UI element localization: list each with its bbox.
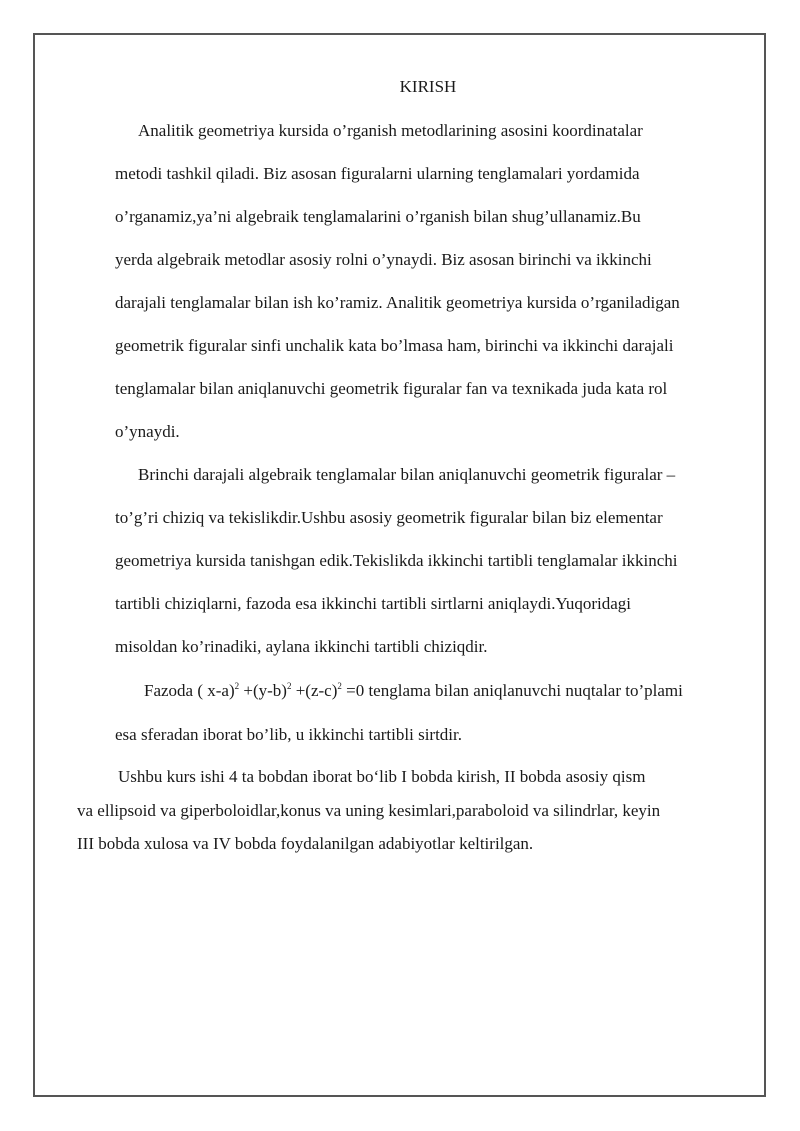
paragraph-1-line-6: geometrik figuralar sinfi unchalik kata bo’lmasa ham, birinchi va ikkinchi darajali bbox=[115, 336, 674, 355]
paragraph-1-line-5: darajali tenglamalar bilan ish ko’ramiz. Analitik geometriya kursida o’rganiladigan bbox=[115, 293, 680, 312]
paragraph-4-line-3: III bobda xulosa va IV bobda foydalanilgan adabiyotlar keltirilgan. bbox=[77, 834, 534, 853]
paragraph-4-line-1: Ushbu kurs ishi 4 ta bobdan iborat bo‘lib I bobda kirish, II bobda asosiy qism bbox=[118, 767, 646, 786]
paragraph-2-line-4: tartibli chiziqlarni, fazoda esa ikkinchi tartibli sirtlarni aniqlaydi.Yuqoridagi bbox=[115, 594, 631, 613]
equation-suffix: =0 tenglama bilan aniqlanuvchi nuqtalar to’plami bbox=[341, 681, 683, 700]
paragraph-1-line-7: tenglamalar bilan aniqlanuvchi geometrik figuralar fan va texnikada juda kata rol bbox=[115, 379, 668, 398]
exponent-1: 2 bbox=[234, 681, 240, 691]
paragraph-4-line-2: va ellipsoid va giperboloidlar,konus va uning kesimlari,paraboloid va silindrlar, keyin bbox=[77, 801, 661, 820]
equation-term-3: +(z-c) bbox=[291, 681, 338, 700]
equation-term-2: +(y-b) bbox=[239, 681, 287, 700]
paragraph-1-line-3: o’rganamiz,ya’ni algebraik tenglamalarini o’rganish bilan shug’ullanamiz.Bu bbox=[115, 207, 641, 226]
paragraph-3-line-2: esa sferadan iborat bo’lib, u ikkinchi tartibli sirtdir. bbox=[115, 725, 462, 744]
equation-line bbox=[144, 681, 683, 701]
exponent-2: 2 bbox=[286, 681, 292, 691]
equation-prefix: Fazoda ( x-a) bbox=[144, 681, 235, 700]
paragraph-2-line-2: to’g’ri chiziq va tekislikdir.Ushbu asosiy geometrik figuralar bilan biz elementar bbox=[115, 508, 663, 527]
page-title: KIRISH bbox=[399, 77, 457, 96]
exponent-3: 2 bbox=[337, 681, 342, 691]
paragraph-1-line-2: metodi tashkil qiladi. Biz asosan figuralarni ularning tenglamalari yordamida bbox=[115, 164, 640, 183]
paragraph-1-line-8: o’ynaydi. bbox=[115, 422, 180, 441]
paragraph-2-line-3: geometriya kursida tanishgan edik.Tekislikda ikkinchi tartibli tenglamalar ikkinchi bbox=[115, 551, 678, 570]
paragraph-2-line-1: Brinchi darajali algebraik tenglamalar bilan aniqlanuvchi geometrik figuralar – bbox=[138, 465, 676, 484]
paragraph-2-line-5: misoldan ko’rinadiki, aylana ikkinchi tartibli chiziqdir. bbox=[115, 637, 488, 656]
paragraph-1-line-1: Analitik geometriya kursida o’rganish metodlarining asosini koordinatalar bbox=[138, 121, 643, 140]
paragraph-1-line-4: yerda algebraik metodlar asosiy rolni o’ynaydi. Biz asosan birinchi va ikkinchi bbox=[115, 250, 652, 269]
